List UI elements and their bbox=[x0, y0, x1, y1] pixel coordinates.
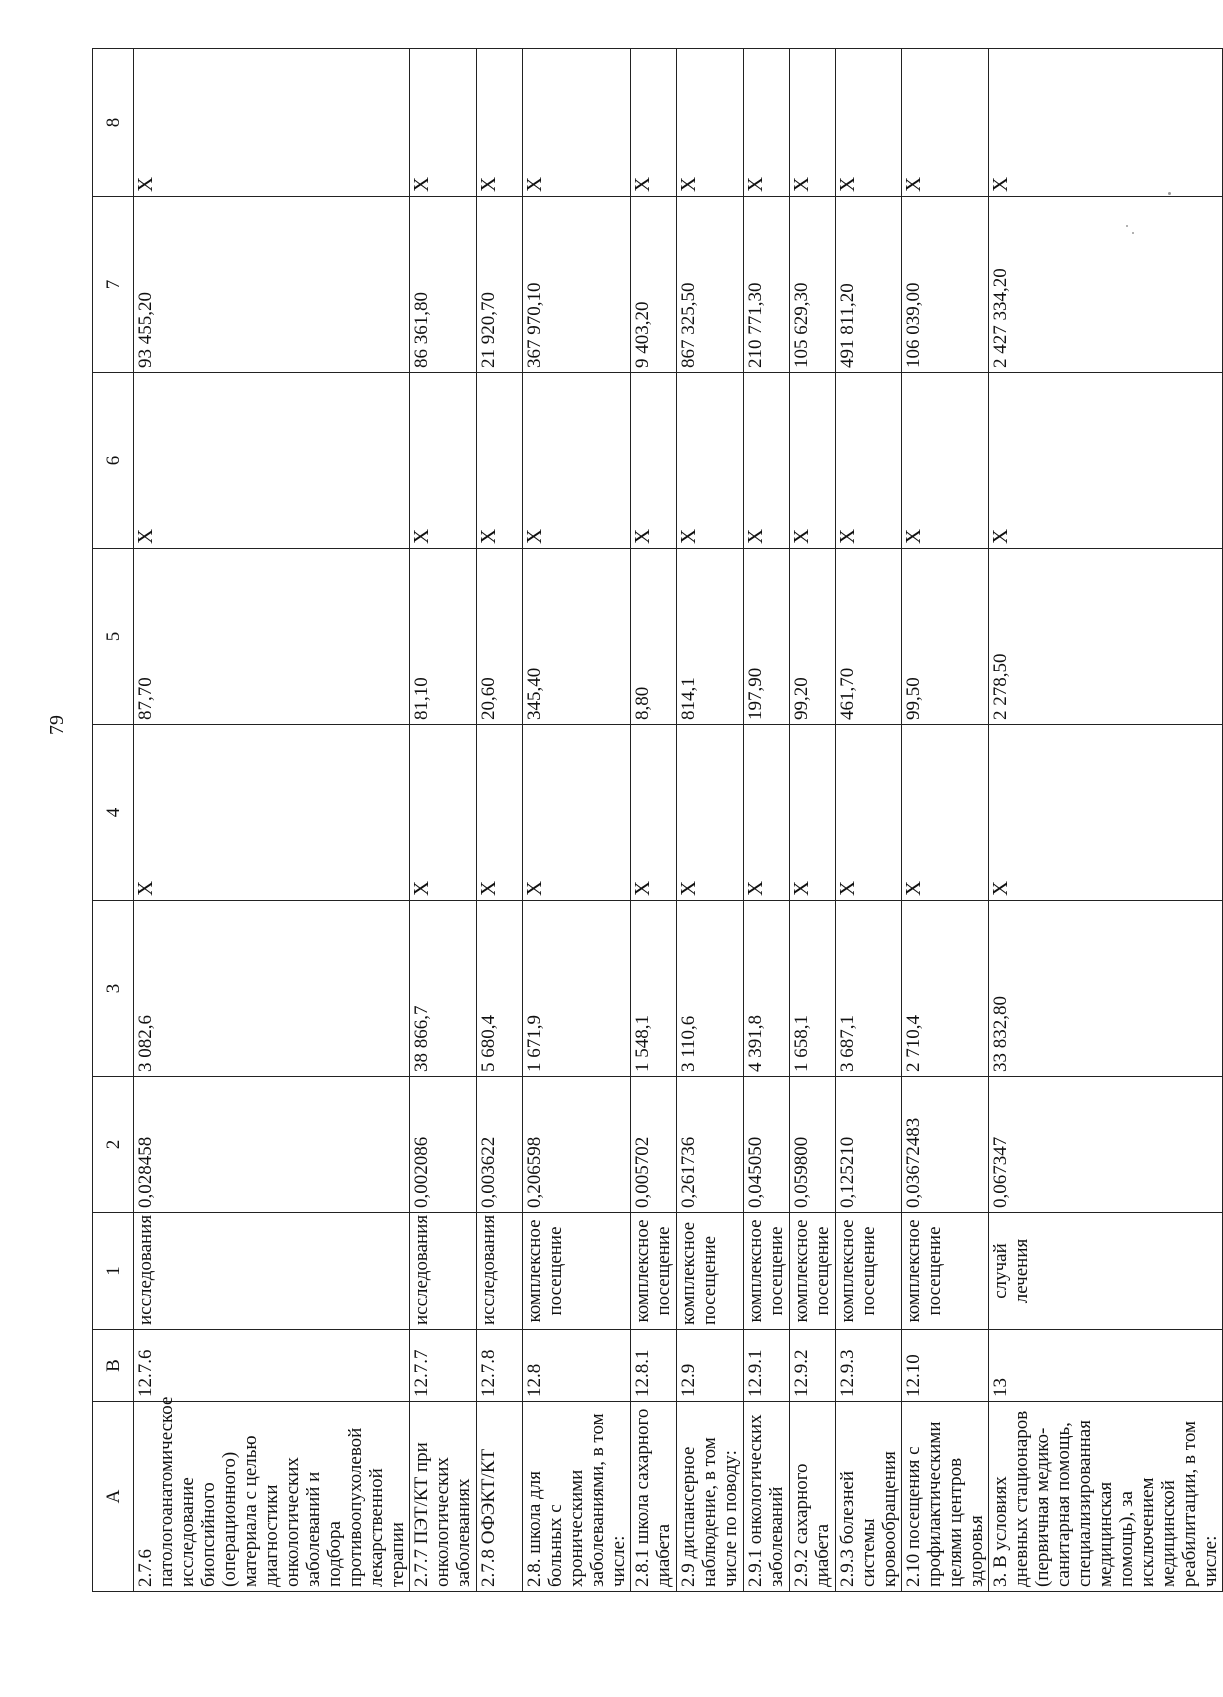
row-value-6: Х bbox=[677, 373, 744, 549]
row-value-5: 8,80 bbox=[631, 549, 677, 725]
row-value-3: 3 110,6 bbox=[677, 901, 744, 1077]
row-value-6: Х bbox=[790, 373, 836, 549]
row-name: 3. В условиях дневных стационаров (первичная медико-санитарная помощь, специализированная медицинская помощь), за исключением медицинской реабилитации, в том числе: bbox=[989, 1402, 1223, 1592]
row-value-3: 1 671,9 bbox=[523, 901, 631, 1077]
table-row bbox=[836, 49, 902, 1592]
row-value-2: 0,125210 bbox=[836, 1077, 902, 1213]
column-header: 8 bbox=[93, 49, 134, 197]
column-header: B bbox=[93, 1330, 134, 1402]
row-value-3: 5 680,4 bbox=[477, 901, 523, 1077]
row-value-4: Х bbox=[790, 725, 836, 901]
scan-speck bbox=[1168, 192, 1171, 195]
row-value-6: Х bbox=[902, 373, 989, 549]
row-value-8: Х bbox=[523, 49, 631, 197]
row-code: 12.9.1 bbox=[744, 1330, 790, 1402]
row-value-8: Х bbox=[836, 49, 902, 197]
row-value-4: Х bbox=[134, 725, 410, 901]
rotated-table-container bbox=[92, 49, 1221, 1592]
column-header: A bbox=[93, 1402, 134, 1592]
row-value-5: 20,60 bbox=[477, 549, 523, 725]
row-value-6: Х bbox=[631, 373, 677, 549]
row-unit: случай лечения bbox=[989, 1213, 1223, 1330]
row-value-5: 81,10 bbox=[410, 549, 477, 725]
row-value-5: 345,40 bbox=[523, 549, 631, 725]
row-value-3: 33 832,80 bbox=[989, 901, 1223, 1077]
row-unit: исследования bbox=[410, 1213, 477, 1330]
row-name: 2.9.3 болезней системы кровообращения bbox=[836, 1402, 902, 1592]
row-value-7: 2 427 334,20 bbox=[989, 197, 1223, 373]
row-value-5: 99,50 bbox=[902, 549, 989, 725]
row-value-3: 3 082,6 bbox=[134, 901, 410, 1077]
row-value-3: 2 710,4 bbox=[902, 901, 989, 1077]
row-value-6: Х bbox=[523, 373, 631, 549]
row-value-6: Х bbox=[410, 373, 477, 549]
row-value-8: Х bbox=[677, 49, 744, 197]
scan-speck bbox=[1132, 232, 1134, 234]
row-value-3: 1 658,1 bbox=[790, 901, 836, 1077]
column-header: 6 bbox=[93, 373, 134, 549]
row-value-7: 105 629,30 bbox=[790, 197, 836, 373]
row-value-7: 491 811,20 bbox=[836, 197, 902, 373]
row-unit: комплексное посещение bbox=[677, 1213, 744, 1330]
column-header: 5 bbox=[93, 549, 134, 725]
row-name: 2.8.1 школа сахарного диабета bbox=[631, 1402, 677, 1592]
row-value-4: Х bbox=[631, 725, 677, 901]
table-row bbox=[523, 49, 631, 1592]
row-unit: комплексное посещение bbox=[744, 1213, 790, 1330]
row-value-2: 0,059800 bbox=[790, 1077, 836, 1213]
row-value-5: 2 278,50 bbox=[989, 549, 1223, 725]
row-unit: исследования bbox=[134, 1213, 410, 1330]
row-code: 13 bbox=[989, 1330, 1223, 1402]
column-header: 1 bbox=[93, 1213, 134, 1330]
row-value-5: 197,90 bbox=[744, 549, 790, 725]
row-value-5: 814,1 bbox=[677, 549, 744, 725]
row-value-4: Х bbox=[989, 725, 1223, 901]
table-row bbox=[134, 49, 410, 1592]
table-row bbox=[631, 49, 677, 1592]
row-value-3: 1 548,1 bbox=[631, 901, 677, 1077]
row-unit: комплексное посещение bbox=[836, 1213, 902, 1330]
table-row bbox=[677, 49, 744, 1592]
row-unit: исследования bbox=[477, 1213, 523, 1330]
row-value-6: Х bbox=[836, 373, 902, 549]
row-value-7: 867 325,50 bbox=[677, 197, 744, 373]
row-value-2: 0,045050 bbox=[744, 1077, 790, 1213]
row-value-5: 87,70 bbox=[134, 549, 410, 725]
table-row bbox=[744, 49, 790, 1592]
row-name: 2.7.7 ПЭТ/КТ при онкологических заболеваниях bbox=[410, 1402, 477, 1592]
row-value-8: Х bbox=[410, 49, 477, 197]
row-code: 12.9.2 bbox=[790, 1330, 836, 1402]
column-header: 4 bbox=[93, 725, 134, 901]
row-unit: комплексное посещение bbox=[902, 1213, 989, 1330]
row-value-2: 0,003622 bbox=[477, 1077, 523, 1213]
row-value-8: Х bbox=[989, 49, 1223, 197]
row-value-4: Х bbox=[410, 725, 477, 901]
row-value-7: 106 039,00 bbox=[902, 197, 989, 373]
row-code: 12.9.3 bbox=[836, 1330, 902, 1402]
row-value-5: 99,20 bbox=[790, 549, 836, 725]
row-unit: комплексное посещение bbox=[523, 1213, 631, 1330]
row-value-4: Х bbox=[836, 725, 902, 901]
row-value-2: 0,002086 bbox=[410, 1077, 477, 1213]
row-value-7: 93 455,20 bbox=[134, 197, 410, 373]
row-value-7: 21 920,70 bbox=[477, 197, 523, 373]
table-row bbox=[790, 49, 836, 1592]
table-row bbox=[477, 49, 523, 1592]
row-code: 12.10 bbox=[902, 1330, 989, 1402]
row-value-4: Х bbox=[477, 725, 523, 901]
row-unit: комплексное посещение bbox=[631, 1213, 677, 1330]
row-value-7: 367 970,10 bbox=[523, 197, 631, 373]
row-value-5: 461,70 bbox=[836, 549, 902, 725]
row-value-2: 0,03672483 bbox=[902, 1077, 989, 1213]
row-value-2: 0,028458 bbox=[134, 1077, 410, 1213]
row-value-6: Х bbox=[744, 373, 790, 549]
row-value-8: Х bbox=[631, 49, 677, 197]
row-name: 2.7.8 ОФЭКТ/КТ bbox=[477, 1402, 523, 1592]
row-value-6: Х bbox=[134, 373, 410, 549]
row-value-2: 0,206598 bbox=[523, 1077, 631, 1213]
column-header: 7 bbox=[93, 197, 134, 373]
data-table bbox=[92, 48, 1223, 1592]
table-row bbox=[410, 49, 477, 1592]
row-value-3: 38 866,7 bbox=[410, 901, 477, 1077]
row-value-4: Х bbox=[523, 725, 631, 901]
column-header: 3 bbox=[93, 901, 134, 1077]
row-value-8: Х bbox=[744, 49, 790, 197]
row-value-4: Х bbox=[902, 725, 989, 901]
row-code: 12.9 bbox=[677, 1330, 744, 1402]
row-value-8: Х bbox=[902, 49, 989, 197]
row-value-7: 9 403,20 bbox=[631, 197, 677, 373]
row-value-2: 0,067347 bbox=[989, 1077, 1223, 1213]
row-value-6: Х bbox=[477, 373, 523, 549]
page-number: 79 bbox=[46, 715, 68, 735]
column-header: 2 bbox=[93, 1077, 134, 1213]
header-row bbox=[93, 49, 134, 1592]
row-value-3: 4 391,8 bbox=[744, 901, 790, 1077]
row-name: 2.7.6 патологоанатомическое исследование биопсийного (операционного) материала с целью диагностики онкологических заболеваний и подбора противоопухолевой лекарственной терапии bbox=[134, 1402, 410, 1592]
row-value-3: 3 687,1 bbox=[836, 901, 902, 1077]
row-value-2: 0,005702 bbox=[631, 1077, 677, 1213]
row-value-8: Х bbox=[477, 49, 523, 197]
row-value-2: 0,261736 bbox=[677, 1077, 744, 1213]
row-code: 12.8.1 bbox=[631, 1330, 677, 1402]
row-value-8: Х bbox=[790, 49, 836, 197]
row-code: 12.7.7 bbox=[410, 1330, 477, 1402]
scan-speck bbox=[1126, 225, 1128, 227]
row-name: 2.9 диспансерное наблюдение, в том числе по поводу: bbox=[677, 1402, 744, 1592]
row-name: 2.10 посещения с профилактическими целями центров здоровья bbox=[902, 1402, 989, 1592]
row-value-4: Х bbox=[677, 725, 744, 901]
row-value-4: Х bbox=[744, 725, 790, 901]
row-value-6: Х bbox=[989, 373, 1223, 549]
table-row bbox=[989, 49, 1223, 1592]
row-unit: комплексное посещение bbox=[790, 1213, 836, 1330]
row-code: 12.7.6 bbox=[134, 1330, 410, 1402]
row-value-8: Х bbox=[134, 49, 410, 197]
row-name: 2.9.1 онкологических заболеваний bbox=[744, 1402, 790, 1592]
row-name: 2.9.2 сахарного диабета bbox=[790, 1402, 836, 1592]
row-code: 12.7.8 bbox=[477, 1330, 523, 1402]
row-value-7: 86 361,80 bbox=[410, 197, 477, 373]
row-code: 12.8 bbox=[523, 1330, 631, 1402]
table-row bbox=[902, 49, 989, 1592]
row-name: 2.8. школа для больных с хроническими заболеваниями, в том числе: bbox=[523, 1402, 631, 1592]
row-value-7: 210 771,30 bbox=[744, 197, 790, 373]
